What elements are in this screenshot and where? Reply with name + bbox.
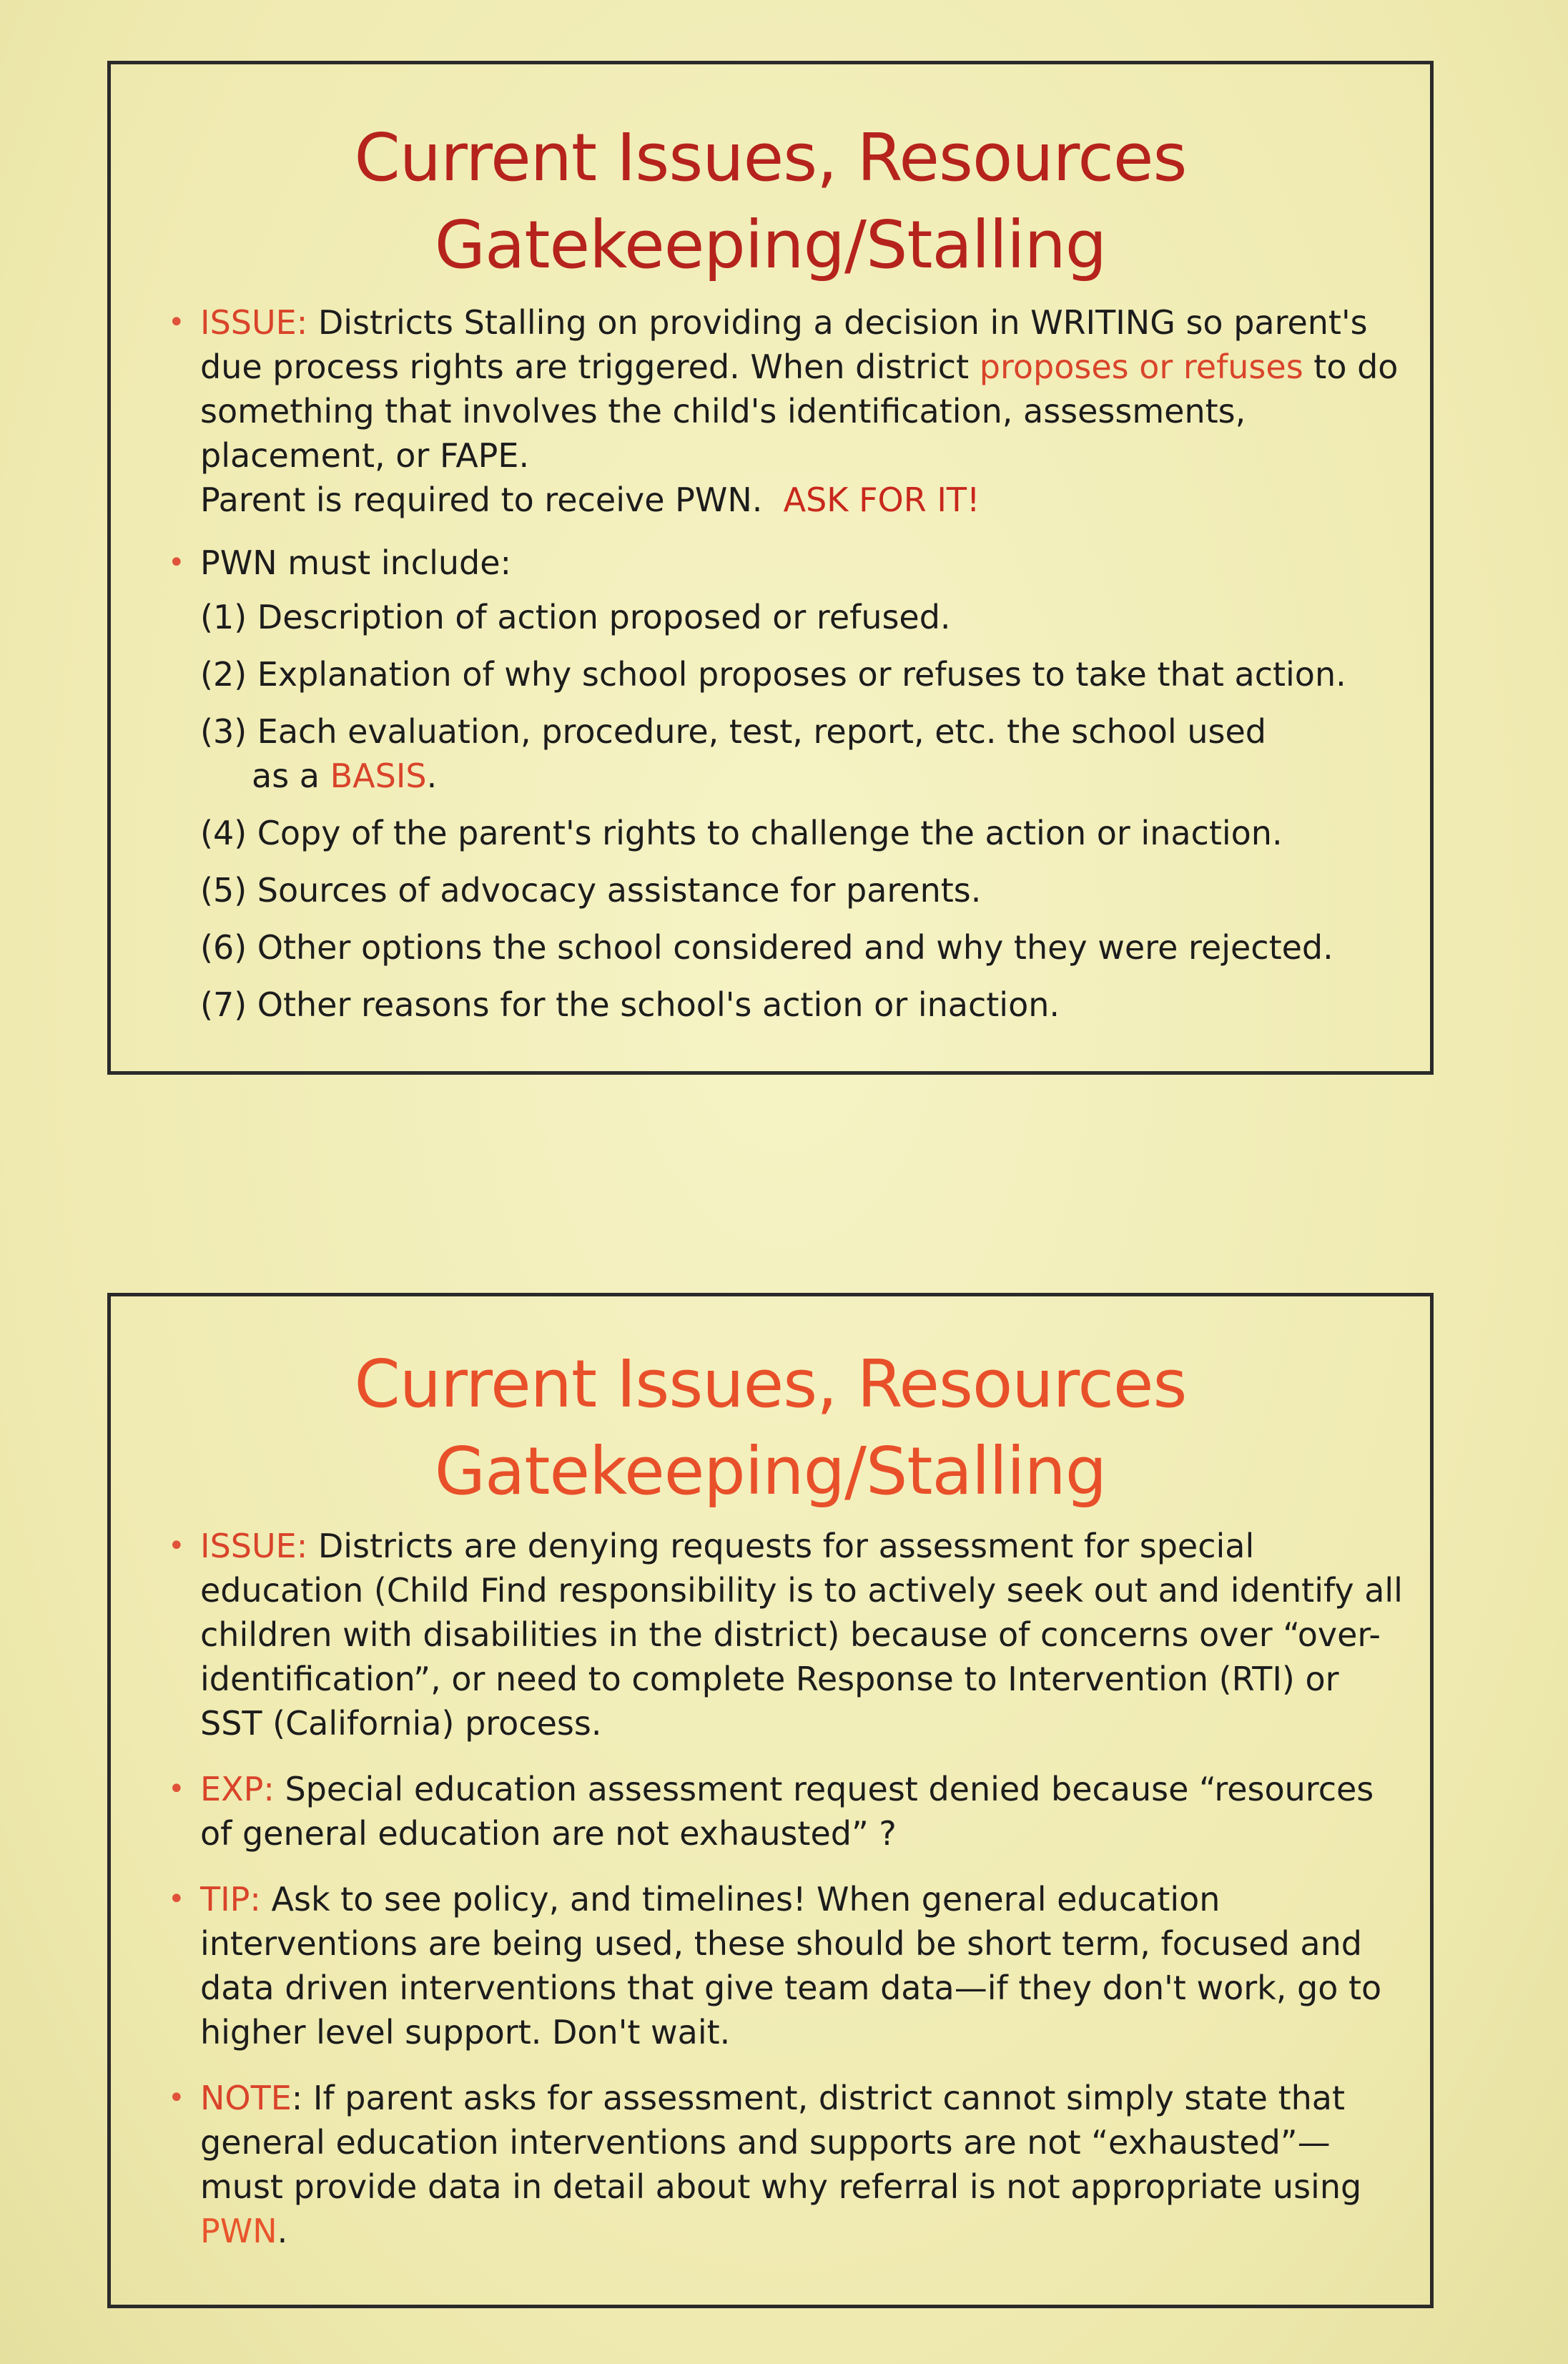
bullet-dot-icon: •	[168, 1530, 185, 1562]
slide-denial-card	[107, 1293, 1434, 2308]
bullet-dot-icon: •	[168, 1773, 185, 1806]
ask-for-it-text: ASK FOR IT!	[783, 481, 980, 519]
list-item: (2) Explanation of why school proposes or refuses to take that action.	[200, 655, 1346, 694]
list-item: (5) Sources of advocacy assistance for parents.	[200, 871, 982, 910]
issue-highlight: proposes or refuses	[979, 348, 1303, 386]
list-item-text-b: as a	[252, 757, 320, 795]
pwn-required-text: Parent is required to receive PWN.	[200, 481, 763, 519]
bullet-text: Districts are denying requests for assessment for special education (Child Find responsibility is to actively seek out and identify all children with disabilities in the district) because of concerns over “over-identification”, or need to complete Response to Intervention (RTI) or SST (California) process.	[200, 1527, 1403, 1743]
list-item	[200, 709, 1409, 798]
slide-title	[111, 64, 1430, 289]
basis-highlight: BASIS	[330, 757, 427, 795]
list-item-text-c: .	[426, 757, 438, 795]
bullet-text-b: .	[277, 2212, 288, 2250]
bullet-dot-icon: •	[168, 1883, 185, 1916]
note-bullet	[168, 2076, 1409, 2253]
bullet-dot-icon: •	[168, 306, 185, 339]
title-line-1: Current Issues, Resources	[354, 1346, 1187, 1422]
bullet-dot-icon: •	[168, 546, 185, 579]
pwn-highlight: PWN	[200, 2212, 277, 2250]
list-item: (6) Other options the school considered and why they were rejected.	[200, 928, 1333, 967]
issue-label: ISSUE:	[200, 303, 308, 342]
bullet-text: Ask to see policy, and timelines! When general education interventions are being used, these should be short term, focused and data driven interventions that give team data—if they don't work, go to higher level support. Don't wait.	[200, 1880, 1382, 2052]
bullet-dot-icon: •	[168, 2082, 185, 2114]
list-item: (4) Copy of the parent's rights to challenge the action or inaction.	[200, 814, 1283, 852]
tip-bullet	[168, 1877, 1409, 2054]
list-item-text-a: (3) Each evaluation, procedure, test, report, etc. the school used	[200, 712, 1266, 751]
slide-content	[168, 1524, 1409, 2253]
bullet-label: ISSUE:	[200, 1527, 308, 1565]
issue-text-a: Districts Stalling on providing a decision in WRITING so parent's due process rights are triggered. When district	[200, 303, 1368, 386]
bullet-label: TIP:	[200, 1880, 261, 1919]
pwn-items-list	[200, 595, 1409, 1027]
title-line-2: Gatekeeping/Stalling	[434, 1433, 1107, 1509]
bullet-text: Special education assessment request denied because “resources of general education are not exhausted” ?	[200, 1770, 1374, 1853]
issue-bullet	[168, 300, 1409, 522]
slide-content	[168, 300, 1409, 1040]
slide-title	[111, 1296, 1430, 1515]
pwn-include-bullet	[168, 541, 1409, 585]
bullet-text-a: : If parent asks for assessment, district cannot simply state that general education interventions and supports are not “exhausted”—must provide data in detail about why referral is not appropriate using	[200, 2079, 1362, 2206]
pwn-include-text: PWN must include:	[200, 543, 512, 582]
title-line-1: Current Issues, Resources	[354, 119, 1187, 196]
slide-pwn-card	[107, 61, 1434, 1075]
issue-text-b: to do something that involves the child's identification, assessments, placement, or FAPE.	[200, 348, 1399, 475]
bullet-label: NOTE	[200, 2079, 292, 2117]
bullet-label: EXP:	[200, 1770, 275, 1808]
issue-bullet	[168, 1524, 1409, 1745]
title-line-2: Gatekeeping/Stalling	[434, 207, 1107, 283]
list-item: (1) Description of action proposed or refused.	[200, 598, 951, 636]
list-item: (7) Other reasons for the school's action or inaction.	[200, 985, 1060, 1024]
exp-bullet	[168, 1767, 1409, 1856]
